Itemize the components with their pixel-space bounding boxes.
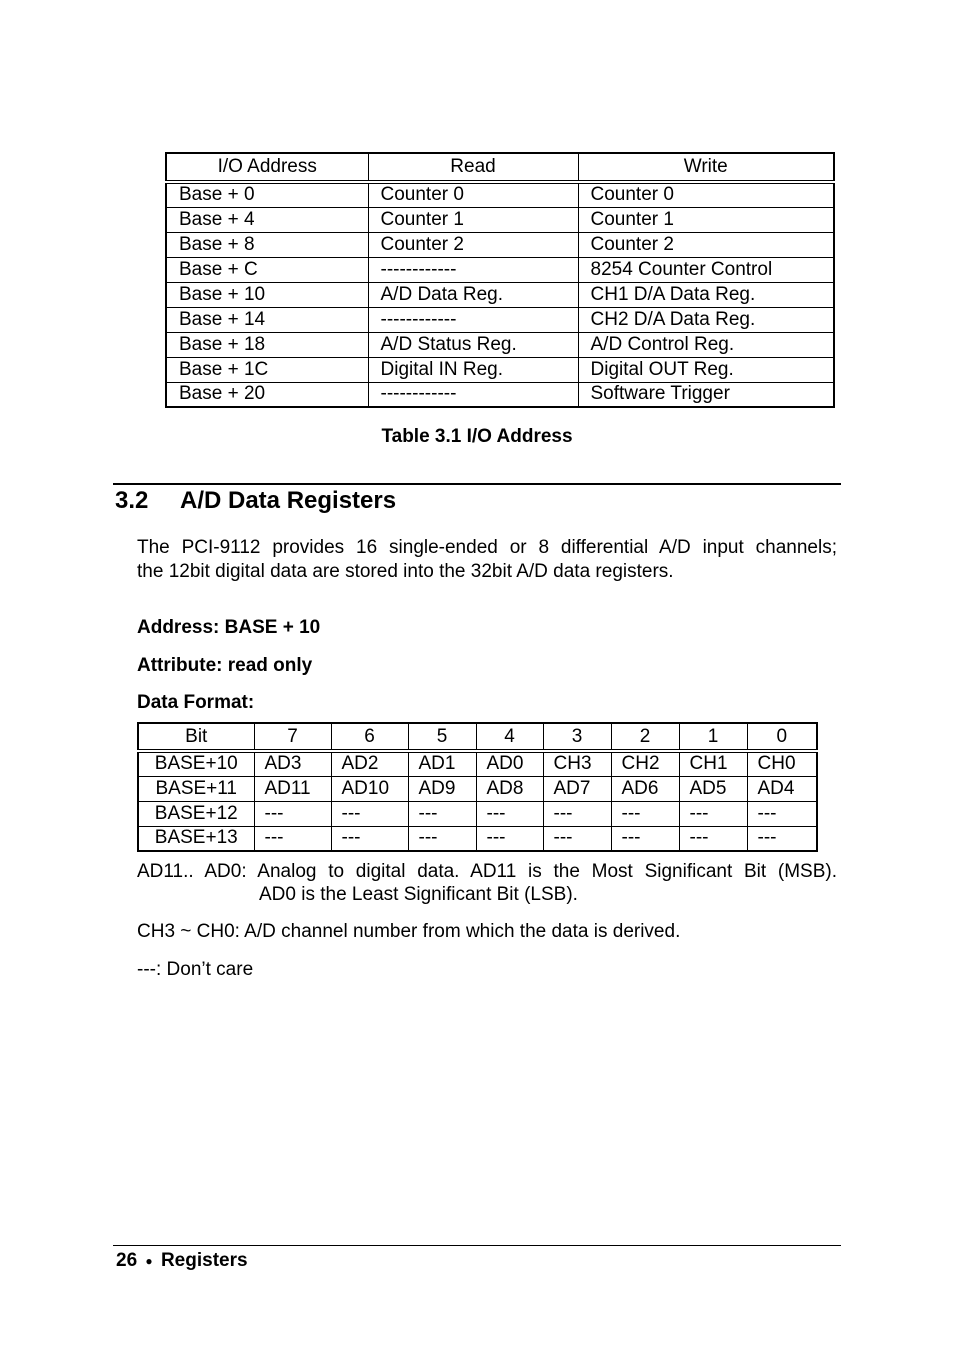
table-cell: Counter 1 <box>578 207 834 232</box>
table-cell: --- <box>611 801 679 826</box>
table-row <box>166 182 834 207</box>
table-cell: --- <box>408 801 476 826</box>
table-cell: AD4 <box>747 776 817 801</box>
format-table-header-row <box>138 723 817 751</box>
table-cell: BASE+13 <box>138 826 254 851</box>
table-cell: CH2 D/A Data Reg. <box>578 307 834 332</box>
table-row <box>166 232 834 257</box>
format-header-cell: 3 <box>543 723 611 751</box>
footer-divider <box>113 1245 841 1246</box>
attribute-label: Attribute: read only <box>137 655 313 676</box>
table-cell: Base + 18 <box>166 332 368 357</box>
table-cell: --- <box>254 826 331 851</box>
format-table-body <box>138 751 817 851</box>
table-cell: AD11 <box>254 776 331 801</box>
table-row <box>166 382 834 407</box>
ad-definition <box>137 860 837 906</box>
io-header-read: Read <box>368 153 578 182</box>
table-cell: BASE+10 <box>138 751 254 776</box>
table-cell: --- <box>747 826 817 851</box>
table-cell: --- <box>331 801 408 826</box>
table-cell: CH2 <box>611 751 679 776</box>
address-label: Address: BASE + 10 <box>137 617 321 638</box>
table-cell: AD3 <box>254 751 331 776</box>
table-caption: Table 3.1 I/O Address <box>381 426 573 447</box>
table-cell: BASE+12 <box>138 801 254 826</box>
data-format-label: Data Format: <box>137 692 255 713</box>
bullet-icon: ● <box>145 1253 153 1268</box>
table-cell: --- <box>679 826 747 851</box>
table-row <box>138 751 817 776</box>
section-divider <box>113 483 841 485</box>
table-cell: Counter 1 <box>368 207 578 232</box>
io-table-header-row <box>166 153 834 182</box>
table-cell: Counter 0 <box>578 182 834 207</box>
format-header-cell: 6 <box>331 723 408 751</box>
ad-definition-line-1: AD11.. AD0: Analog to digital data. AD11 is the Most Significant Bit (MSB). <box>137 861 837 882</box>
table-cell: Base + 14 <box>166 307 368 332</box>
table-row <box>166 307 834 332</box>
table-row <box>166 282 834 307</box>
format-header-cell: 0 <box>747 723 817 751</box>
table-cell: --- <box>543 801 611 826</box>
dontcare-definition: ---: Don’t care <box>137 959 254 980</box>
io-header-write: Write <box>578 153 834 182</box>
table-cell: CH1 <box>679 751 747 776</box>
table-cell: 8254 Counter Control <box>578 257 834 282</box>
table-cell: ------------ <box>368 382 578 407</box>
table-cell: A/D Status Reg. <box>368 332 578 357</box>
table-cell: Counter 2 <box>368 232 578 257</box>
section-heading <box>115 487 396 515</box>
table-cell: Base + 20 <box>166 382 368 407</box>
io-table-body <box>166 182 834 407</box>
table-cell: Base + 10 <box>166 282 368 307</box>
page-number: 26 <box>116 1250 138 1271</box>
section-number: 3.2 <box>115 487 149 514</box>
table-cell: --- <box>747 801 817 826</box>
table-cell: Software Trigger <box>578 382 834 407</box>
table-cell: --- <box>476 801 543 826</box>
table-cell: AD7 <box>543 776 611 801</box>
table-row <box>166 257 834 282</box>
ad-definition-line-2: AD0 is the Least Significant Bit (LSB). <box>259 884 578 905</box>
table-row <box>166 207 834 232</box>
page-footer <box>116 1250 248 1272</box>
table-cell: AD0 <box>476 751 543 776</box>
format-header-cell: 2 <box>611 723 679 751</box>
io-header-address: I/O Address <box>166 153 368 182</box>
format-header-cell: 7 <box>254 723 331 751</box>
table-cell: BASE+11 <box>138 776 254 801</box>
data-format-table <box>137 722 818 852</box>
format-header-cell: Bit <box>138 723 254 751</box>
table-cell: CH0 <box>747 751 817 776</box>
table-cell: Digital IN Reg. <box>368 357 578 382</box>
ch-definition: CH3 ~ CH0: A/D channel number from which the data is derived. <box>137 921 681 942</box>
table-cell: AD8 <box>476 776 543 801</box>
table-cell: AD2 <box>331 751 408 776</box>
table-cell: --- <box>543 826 611 851</box>
table-row <box>138 801 817 826</box>
table-cell: CH3 <box>543 751 611 776</box>
table-cell: Counter 0 <box>368 182 578 207</box>
format-header-cell: 5 <box>408 723 476 751</box>
table-cell: AD6 <box>611 776 679 801</box>
intro-line-2: the 12bit digital data are stored into the 32bit A/D data registers. <box>137 561 674 582</box>
intro-paragraph <box>137 536 837 584</box>
table-cell: AD1 <box>408 751 476 776</box>
table-cell: --- <box>611 826 679 851</box>
table-cell: --- <box>679 801 747 826</box>
table-cell: ------------ <box>368 307 578 332</box>
table-cell: AD9 <box>408 776 476 801</box>
table-cell: A/D Data Reg. <box>368 282 578 307</box>
table-cell: ------------ <box>368 257 578 282</box>
table-row <box>166 332 834 357</box>
table-cell: --- <box>331 826 408 851</box>
table-cell: AD5 <box>679 776 747 801</box>
intro-line-1: The PCI-9112 provides 16 single-ended or 8 differential A/D input channels; <box>137 537 837 558</box>
table-row <box>166 357 834 382</box>
format-header-cell: 1 <box>679 723 747 751</box>
table-cell: --- <box>254 801 331 826</box>
table-cell: Base + 4 <box>166 207 368 232</box>
section-title: A/D Data Registers <box>180 487 397 514</box>
table-cell: Counter 2 <box>578 232 834 257</box>
table-cell: CH1 D/A Data Reg. <box>578 282 834 307</box>
table-cell: --- <box>408 826 476 851</box>
table-row <box>138 826 817 851</box>
table-cell: Base + 8 <box>166 232 368 257</box>
table-cell: --- <box>476 826 543 851</box>
table-cell: AD10 <box>331 776 408 801</box>
format-header-cell: 4 <box>476 723 543 751</box>
table-row <box>138 776 817 801</box>
table-cell: A/D Control Reg. <box>578 332 834 357</box>
table-cell: Base + C <box>166 257 368 282</box>
io-address-table <box>165 152 835 408</box>
chapter-name: Registers <box>160 1250 248 1271</box>
table-cell: Digital OUT Reg. <box>578 357 834 382</box>
table-cell: Base + 1C <box>166 357 368 382</box>
table-cell: Base + 0 <box>166 182 368 207</box>
